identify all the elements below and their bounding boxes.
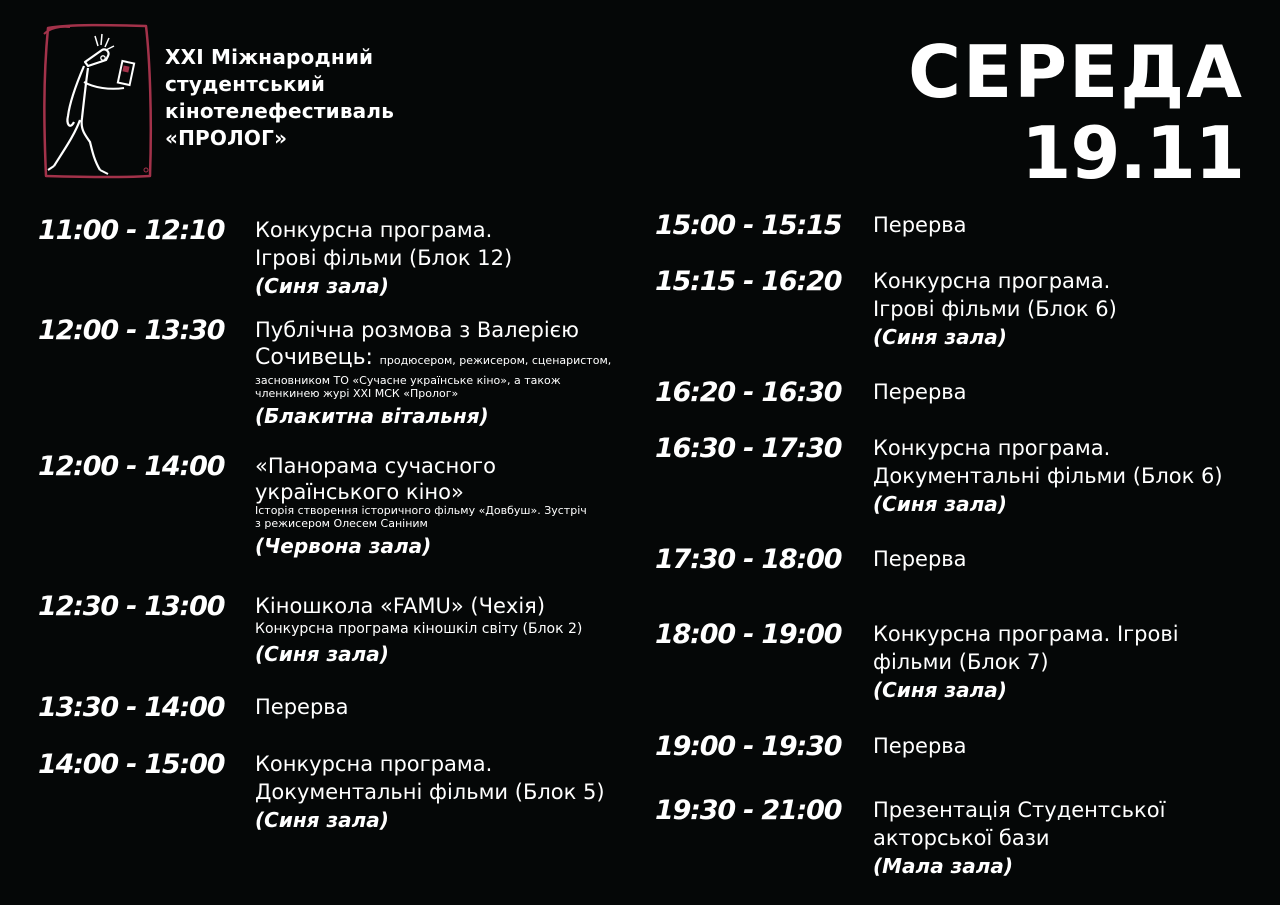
event-description	[873, 732, 967, 760]
day-name: СЕРЕДА	[908, 30, 1244, 114]
event-title: Конкурсна програма.	[873, 269, 1111, 293]
event-title: Конкурсна програма. Ігрові	[873, 622, 1179, 646]
event-description	[873, 267, 1117, 351]
event-title: фільми (Блок 7)	[873, 650, 1049, 674]
event-time: 12:00 - 14:00	[38, 451, 225, 482]
event-title: Сочивець:	[255, 345, 373, 370]
event-note: з режисером Олесем Саніним	[255, 517, 428, 530]
schedule-event	[38, 693, 349, 723]
schedule-event	[655, 378, 967, 408]
event-time: 19:00 - 19:30	[655, 731, 842, 762]
event-description	[873, 545, 967, 573]
schedule-event	[655, 267, 1117, 351]
festival-title	[165, 44, 394, 152]
schedule-event	[38, 316, 611, 430]
festival-title-line: XXI Міжнародний	[165, 45, 374, 69]
festival-title-line: «ПРОЛОГ»	[165, 126, 288, 150]
event-time: 17:30 - 18:00	[655, 544, 842, 575]
schedule-event	[655, 434, 1223, 518]
event-venue: (Червона зала)	[255, 534, 432, 558]
event-title: Кіношкола «FAMU» (Чехія)	[255, 594, 546, 618]
schedule-event	[655, 545, 967, 575]
event-description	[255, 693, 349, 721]
event-description	[255, 216, 512, 300]
event-venue: (Синя зала)	[255, 642, 389, 666]
event-title: Перерва	[873, 213, 967, 237]
schedule-event	[38, 592, 582, 668]
event-title: Документальні фільми (Блок 6)	[873, 464, 1223, 488]
event-description	[873, 434, 1223, 518]
event-title: Ігрові фільми (Блок 6)	[873, 297, 1117, 321]
event-venue: (Синя зала)	[873, 325, 1007, 349]
event-description	[255, 592, 582, 668]
event-note: членкинею журі XXI МСК «Пролог»	[255, 387, 459, 400]
event-note: засновником ТО «Сучасне українське кіно», а також	[255, 374, 561, 387]
event-venue: (Синя зала)	[873, 492, 1007, 516]
event-note: продюсером, режисером, сценаристом,	[379, 354, 612, 367]
event-time: 16:20 - 16:30	[655, 377, 842, 408]
event-subtitle: Конкурсна програма кіношкіл світу (Блок 2)	[255, 621, 583, 637]
event-title: Презентація Студентської	[873, 798, 1166, 822]
event-title: Документальні фільми (Блок 5)	[255, 780, 605, 804]
day-heading	[908, 32, 1244, 194]
event-title: українського кіно»	[255, 480, 464, 504]
event-title: Публічна розмова з Валерією	[255, 318, 579, 342]
event-title: Конкурсна програма.	[255, 752, 493, 776]
schedule-event	[655, 732, 967, 762]
schedule-event	[655, 796, 1165, 880]
event-venue: (Синя зала)	[873, 678, 1007, 702]
event-description	[873, 796, 1165, 880]
schedule-event	[655, 620, 1179, 704]
event-venue: (Синя зала)	[255, 274, 389, 298]
event-time: 11:00 - 12:10	[38, 215, 225, 246]
event-time: 14:00 - 15:00	[38, 749, 225, 780]
day-date: 19.11	[1021, 111, 1244, 195]
event-title: Ігрові фільми (Блок 12)	[255, 246, 513, 270]
event-description	[255, 750, 605, 834]
event-time: 19:30 - 21:00	[655, 795, 842, 826]
event-description	[873, 620, 1179, 704]
event-time: 15:15 - 16:20	[655, 266, 842, 297]
event-description	[873, 211, 967, 239]
event-title: Перерва	[873, 734, 967, 758]
festival-title-line: студентський	[165, 72, 326, 96]
event-title: акторської бази	[873, 826, 1050, 850]
festival-title-line: кінотелефестиваль	[165, 99, 395, 123]
event-title: Перерва	[873, 547, 967, 571]
prolog-logo-icon	[40, 20, 155, 182]
event-time: 13:30 - 14:00	[38, 692, 225, 723]
event-description	[255, 452, 587, 560]
event-title: Конкурсна програма.	[873, 436, 1111, 460]
event-title: Перерва	[255, 695, 349, 719]
event-title: Конкурсна програма.	[255, 218, 493, 242]
event-venue: (Мала зала)	[873, 854, 1014, 878]
schedule-event	[38, 216, 512, 300]
event-note: Історія створення історичного фільму «Довбуш». Зустріч	[255, 504, 587, 517]
event-time: 18:00 - 19:00	[655, 619, 842, 650]
event-time: 12:30 - 13:00	[38, 591, 225, 622]
schedule-event	[38, 452, 587, 560]
event-time: 16:30 - 17:30	[655, 433, 842, 464]
event-title-line	[255, 344, 611, 374]
event-title: Перерва	[873, 380, 967, 404]
event-description	[255, 316, 611, 430]
schedule-event	[655, 211, 967, 241]
event-venue: (Синя зала)	[255, 808, 389, 832]
event-title: «Панорама сучасного	[255, 454, 496, 478]
event-time: 15:00 - 15:15	[655, 210, 842, 241]
schedule-event	[38, 750, 605, 834]
event-time: 12:00 - 13:30	[38, 315, 225, 346]
event-venue: (Блакитна вітальня)	[255, 404, 489, 428]
event-description	[873, 378, 967, 406]
